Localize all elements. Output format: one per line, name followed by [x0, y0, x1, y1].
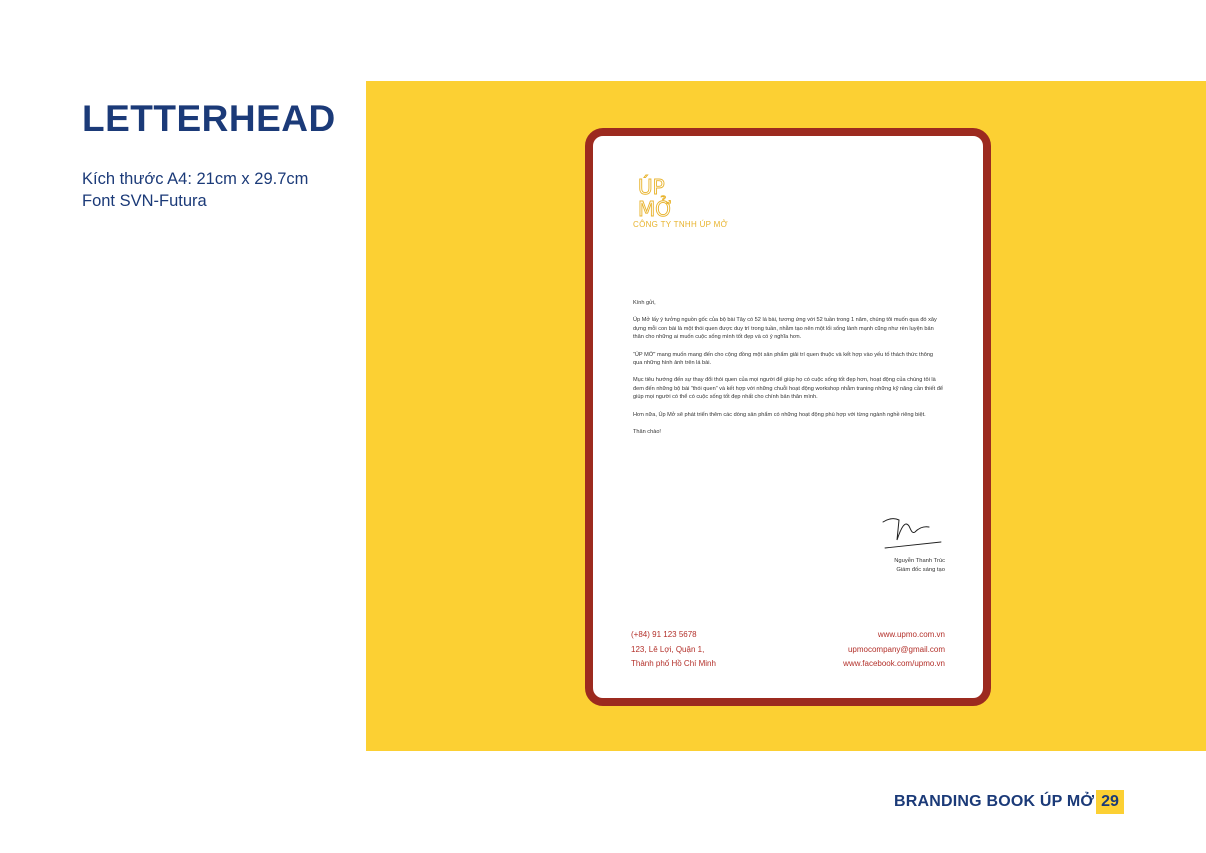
page-number: 29 [1096, 790, 1124, 814]
size-spec: Kích thước A4: 21cm x 29.7cm [82, 170, 309, 188]
letter-body [633, 299, 943, 445]
address-line-1: 123, Lê Lợi, Quận 1, [631, 644, 705, 654]
font-spec: Font SVN-Futura [82, 192, 207, 210]
brand-footer: BRANDING BOOK ÚP MỞ [894, 793, 1095, 810]
signer-name: Nguyễn Thanh Trúc [894, 558, 945, 564]
letterhead-mockup [585, 128, 991, 706]
website: www.upmo.com.vn [877, 630, 945, 639]
signature-mark [879, 510, 945, 552]
paragraph-2: “ÚP MỞ” mang muốn mang đến cho cộng đồng một sản phẩm giải trí quen thuộc và kết hợp vào yếu tố thách thức thông qua những hình ảnh trên lá bài. [633, 351, 934, 367]
facebook: www.facebook.com/upmo.vn [843, 659, 945, 668]
paragraph-4: Hơn nữa, Úp Mở sẽ phát triển thêm các dòng sản phẩm có những hoạt động phù hợp với từng ngành nghề riêng biệt. [633, 411, 926, 418]
logo-line-1: ÚP [638, 175, 665, 199]
page-title: LETTERHEAD [82, 98, 336, 139]
address-line-2: Thành phố Hồ Chí Minh [631, 659, 716, 668]
upmo-logo [638, 174, 686, 220]
paragraph-1: Úp Mở lấy ý tưởng nguồn gốc của bộ bài Tây có 52 lá bài, tương ứng với 52 tuần trong 1 năm, chúng tôi muốn qua đó xây dựng mỗi con bài là một thói quen được duy trì trong tuần, nhằm tạo nên một lối sống lành mạnh cũng như rèn luyện bản thân cho những ai muốn cuộc sống mình tốt đẹp và có ý nghĩa hơn. [633, 317, 937, 341]
email: upmocompany@gmail.com [847, 644, 945, 654]
phone: (+84) 91 123 5678 [631, 630, 697, 639]
signer-title: Giám đốc sáng tạo [896, 567, 945, 573]
logo-line-2: MỞ [638, 197, 674, 220]
paragraph-3: Mục tiêu hướng đến sự thay đổi thói quen của mọi người để giúp họ có cuộc sống tốt đẹp hơn, hoạt động của chúng tôi là đem đến những bộ bài “thói quen” và kết hợp với những chuỗi hoạt động workshop nhằm traning những kỹ năng cần thiết để giúp mọi người có thể có cuộc sống tốt đẹp nhất cho chính bản thân mình. [633, 377, 943, 401]
signer-block [894, 557, 945, 575]
contact-right [843, 628, 945, 672]
greeting: Kính gửi, [633, 300, 656, 306]
contact-left [631, 628, 716, 672]
company-name: CÔNG TY TNHH ÚP MỞ [633, 220, 728, 229]
closing: Thân chào! [633, 429, 661, 436]
